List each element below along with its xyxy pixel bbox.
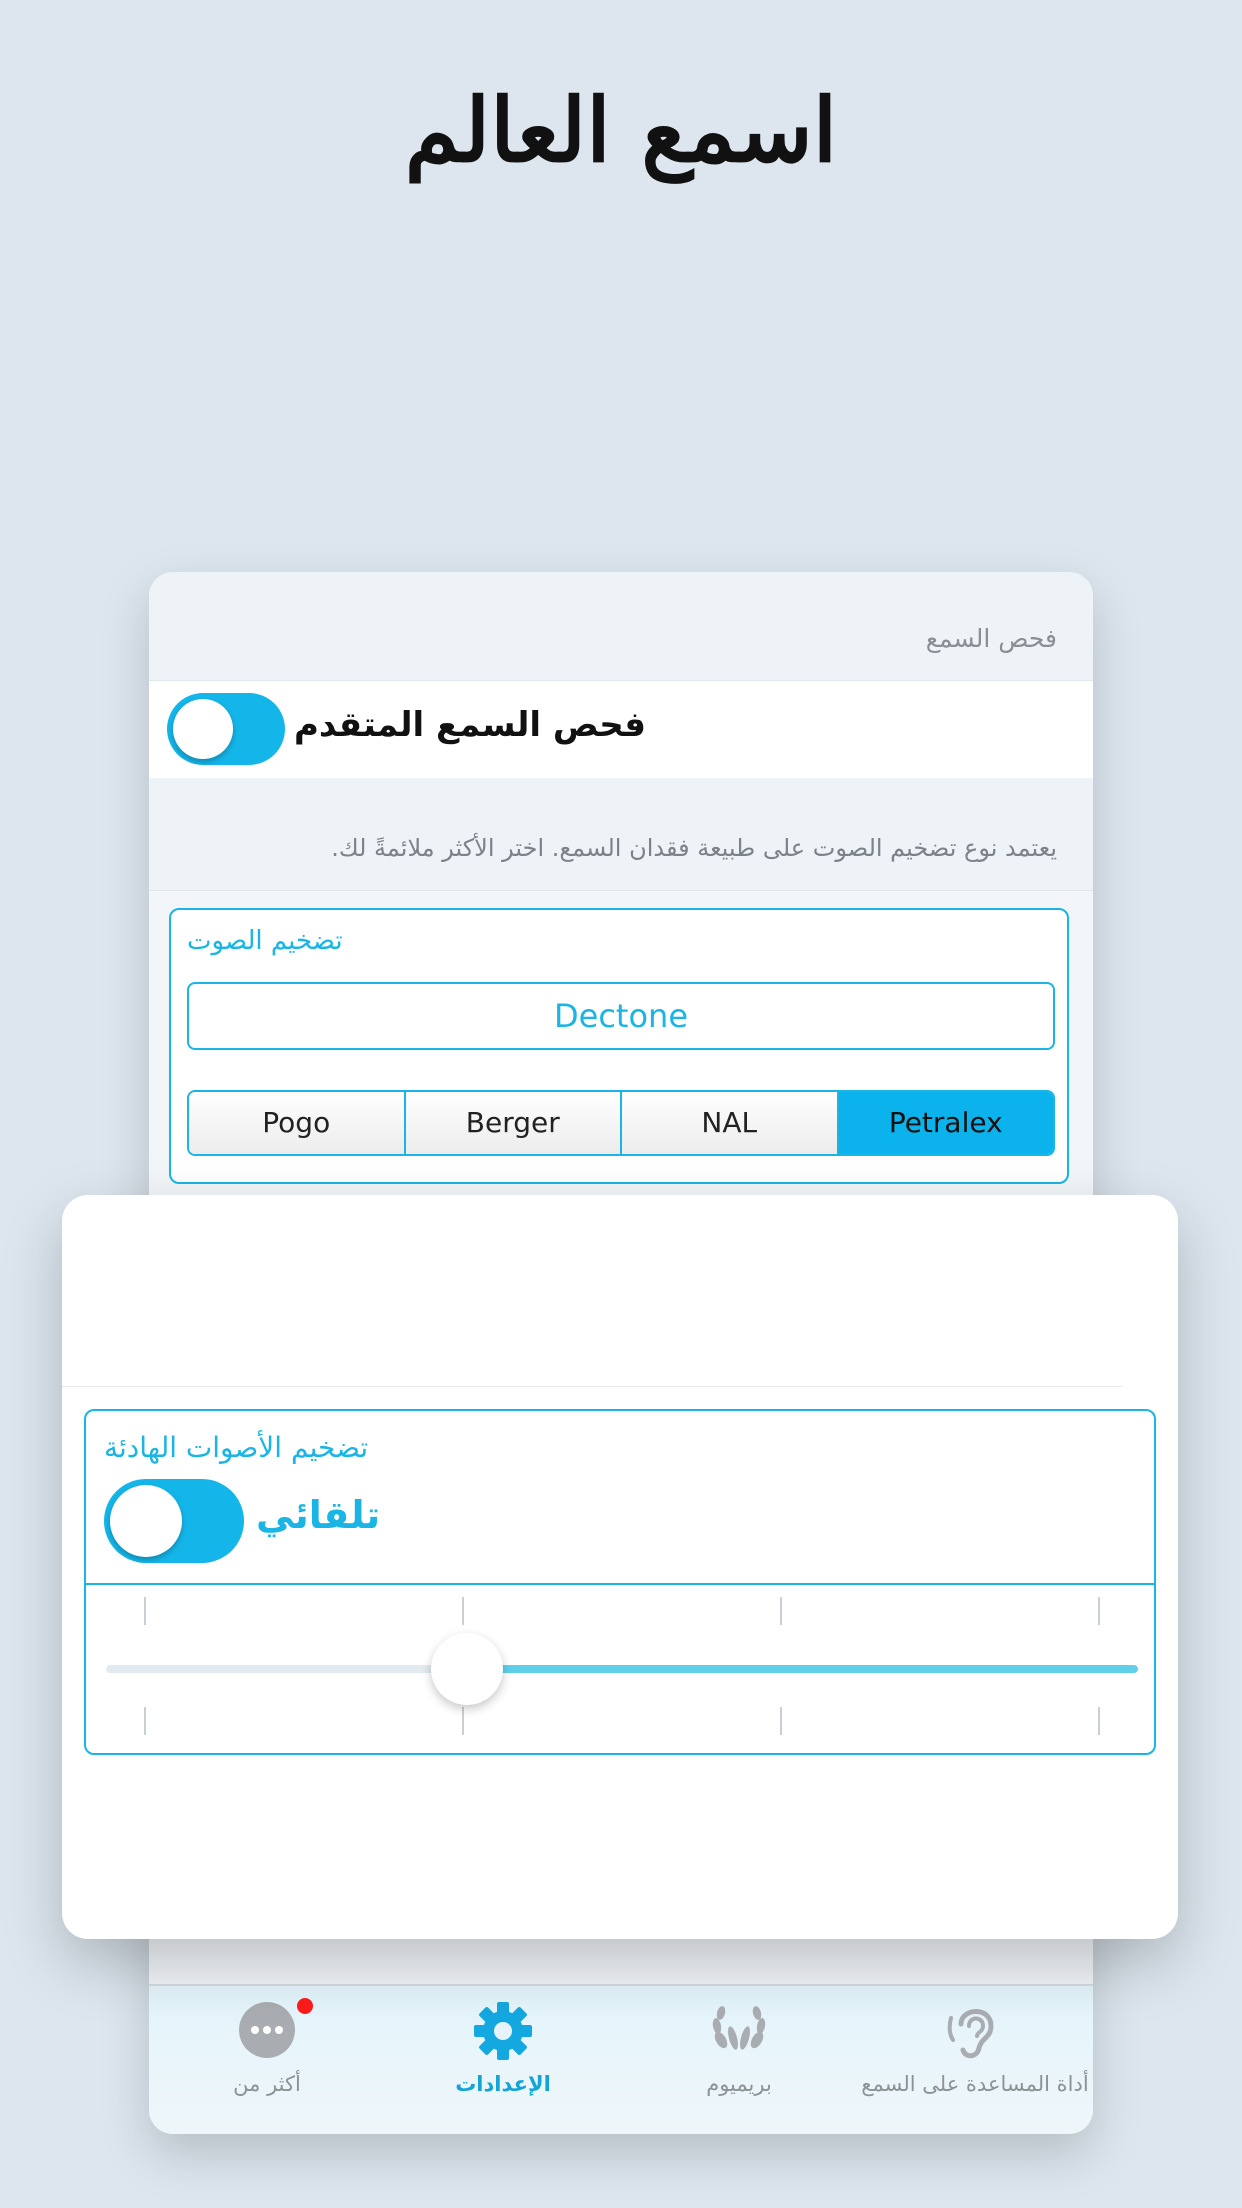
advanced-test-toggle[interactable] [167,693,285,765]
toggle-knob [173,699,233,759]
notification-badge [297,1998,313,2014]
laurel-icon [707,2000,771,2064]
tab-settings[interactable] [385,1986,621,2134]
amplification-segmented-control [187,1090,1055,1156]
amplification-title: تضخيم الصوت [187,926,343,956]
toggle-knob [110,1485,182,1557]
slider-tick [1098,1707,1100,1735]
tab-more-label: أكثر من [233,2072,301,2096]
slider-tick [780,1707,782,1735]
segment-petralex[interactable]: Petralex [837,1092,1054,1154]
tab-premium-label: بريميوم [706,2072,772,2096]
gear-icon [472,2000,534,2066]
slider-tick [462,1707,464,1735]
auto-label: تلقائي [256,1493,381,1537]
amplification-current-button[interactable]: Dectone [187,982,1055,1050]
slider-thumb[interactable] [431,1633,503,1705]
segment-nal[interactable]: NAL [620,1092,837,1154]
more-icon [237,2000,297,2064]
tab-settings-label: الإعدادات [455,2072,551,2096]
segment-pogo[interactable]: Pogo [189,1092,404,1154]
auto-toggle[interactable] [104,1479,244,1563]
slider-tick [144,1597,146,1625]
slider-tick [1098,1597,1100,1625]
hero-title: اسمع العالم [404,78,838,182]
segment-berger[interactable]: Berger [404,1092,621,1154]
slider-tick [462,1597,464,1625]
amplification-panel [169,908,1069,1184]
advanced-test-label: فحص السمع المتقدم [294,705,646,745]
divider [62,1386,1122,1387]
section-header [149,572,1093,680]
slider-tick [780,1597,782,1625]
ear-icon [947,2000,1003,2066]
tab-bar [149,1984,1093,2134]
quiet-sounds-card [62,1195,1178,1939]
quiet-sounds-title: تضخيم الأصوات الهادئة [104,1431,369,1464]
quiet-sounds-panel [84,1409,1156,1755]
tab-hearing-aid[interactable] [857,1986,1093,2134]
tab-premium[interactable] [621,1986,857,2134]
tab-hearing-aid-label: أداة المساعدة على السمع [861,2072,1089,2096]
advanced-test-row[interactable] [149,680,1093,780]
section-header-label: فحص السمع [925,624,1057,653]
tab-more[interactable] [149,1986,385,2134]
slider-tick [144,1707,146,1735]
quiet-sounds-slider[interactable] [106,1583,1138,1755]
amplification-note-text: يعتمد نوع تضخيم الصوت على طبيعة فقدان السمع. اختر الأكثر ملائمةً لك. [331,834,1057,862]
slider-track-empty [106,1665,467,1673]
amplification-note [149,778,1093,891]
slider-track-fill [467,1665,1138,1673]
